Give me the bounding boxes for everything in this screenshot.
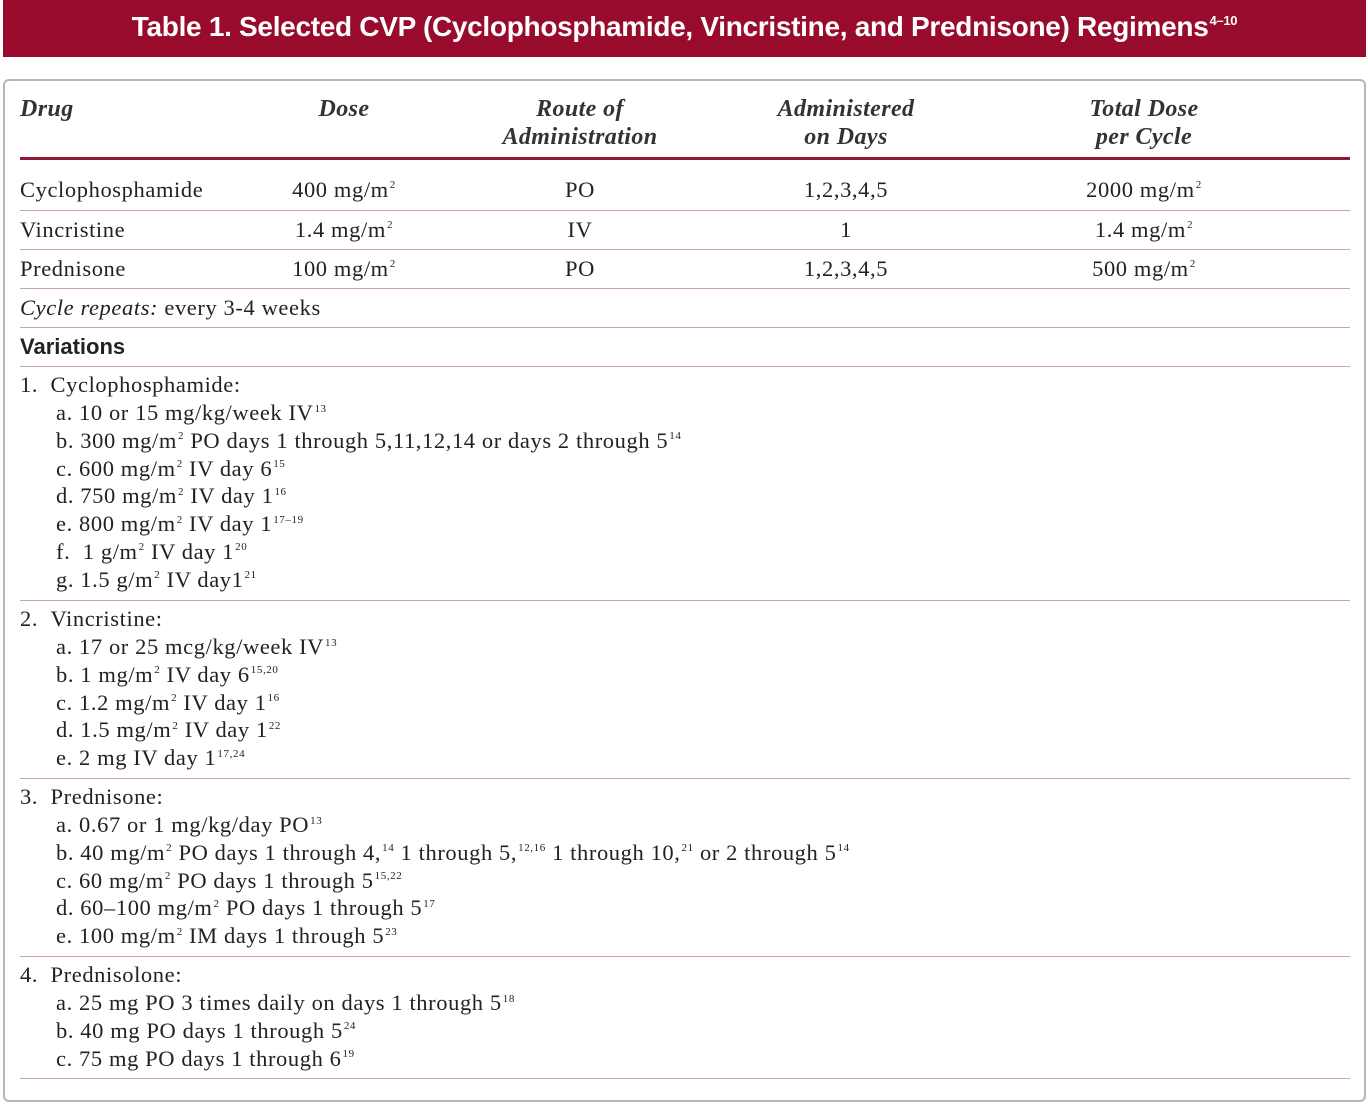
variation-item: e. 100 $mg/m^2$ IM days 1 through $5^{23}$ xyxy=(56,923,398,949)
row-divider xyxy=(20,1078,1350,1079)
row-divider xyxy=(20,249,1350,250)
cell-dose: 1.4 $mg/m^2$ xyxy=(294,217,394,242)
variation-item: f. 1 $g/m^2$ IV day $1^{20}$ xyxy=(56,538,248,564)
variation-item: c. 600 $mg/m^2$ IV day $6^{15}$ xyxy=(56,455,286,481)
variation-item: b. 40 mg PO days 1 through $5^{24}$ xyxy=(56,1017,357,1043)
header-route: Route of Administration xyxy=(502,96,658,150)
variation-item: b. 300 $mg/m^2$ PO days 1 through 5,11,12,14 or days 2 through $5^{14}$ xyxy=(56,427,682,453)
table-title: Table 1. Selected CVP (Cyclophosphamide, Vincristine, and Prednisone) Regimens$^{4-10}$ xyxy=(3,0,1366,57)
variation-item: a. 25 mg PO 3 times daily on days 1 through $5^{18}$ xyxy=(56,990,515,1015)
row-divider xyxy=(20,956,1350,957)
cell-drug: Cyclophosphamide xyxy=(20,177,204,202)
variation-group xyxy=(20,783,850,950)
variation-item: c. 1.2 $mg/m^2$ IV day $1^{16}$ xyxy=(56,689,280,715)
row-divider xyxy=(20,366,1350,367)
cell-drug: Prednisone xyxy=(20,256,126,281)
row-divider xyxy=(20,327,1350,328)
header-dose: Dose xyxy=(318,96,370,122)
header-days: Administered on Days xyxy=(777,96,915,150)
variation-item: e. 2 mg IV day 1$^{17,24}$ xyxy=(56,745,246,771)
cell-total: 2000 $mg/m^2$ xyxy=(1086,177,1202,202)
variation-item: c. 75 mg PO days 1 through $6^{19}$ xyxy=(56,1045,355,1071)
variation-group xyxy=(20,371,681,594)
variations-heading: Variations xyxy=(20,334,126,359)
variation-item: a. 10 or 15 mg/kg/week IV$^{13}$ xyxy=(56,400,327,425)
variation-group-title: 3. Prednisone: xyxy=(20,784,164,809)
row-divider xyxy=(20,210,1350,211)
variation-item: c. 60 $mg/m^2$ PO days 1 through 5$^{15,22}$ xyxy=(56,867,403,893)
variation-item: d. 1.5 $mg/m^2$ IV day $1^{22}$ xyxy=(56,717,282,743)
cell-dose: 400 $mg/m^2$ xyxy=(292,177,396,202)
title-reference: 4–10 xyxy=(1209,13,1238,28)
row-divider xyxy=(20,600,1350,601)
variation-item: e. 800 $mg/m^2$ IV day 1$^{17-19}$ xyxy=(56,511,304,537)
variation-item: b. 40 $mg/m^2$ PO days 1 through 4,14 1 through 5,$^{12,16}$ 1 through 10,21 or 2 through $5^{14}$ xyxy=(56,839,850,865)
header-drug: Drug xyxy=(20,96,74,122)
header-total: Total Dose per Cycle xyxy=(1089,96,1199,150)
variation-item: a. 0.67 or 1 mg/kg/day PO$^{13}$ xyxy=(56,812,323,837)
variation-item: a. 17 or 25 mcg/kg/week IV$^{13}$ xyxy=(56,634,338,659)
variation-group xyxy=(20,605,337,772)
cell-days: 1 xyxy=(840,217,852,242)
row-divider xyxy=(20,288,1350,289)
cell-route: IV xyxy=(567,217,593,242)
variation-group-title: 2. Vincristine: xyxy=(20,606,163,631)
cell-drug: Vincristine xyxy=(20,217,126,242)
variation-item: d. 750 $mg/m^2$ IV day $1^{16}$ xyxy=(56,483,287,509)
row-divider xyxy=(20,778,1350,779)
variation-group-title: 1. Cyclophosphamide: xyxy=(20,372,241,397)
variation-item: d. 60–100 $mg/m^2$ PO days 1 through $5^{17}$ xyxy=(56,895,436,921)
variation-item: g. 1.5 $g/m^2$ IV $day1^{21}$ xyxy=(56,566,257,592)
cell-days: 1,2,3,4,5 xyxy=(803,177,889,202)
variation-item: b. 1 $mg/m^2$ IV day 6$^{15,20}$ xyxy=(56,661,279,687)
cell-route: PO xyxy=(565,256,595,281)
header-rule xyxy=(20,157,1350,160)
cell-days: 1,2,3,4,5 xyxy=(803,256,889,281)
variation-group-title: 4. Prednisolone: xyxy=(20,962,183,987)
cell-dose: 100 $mg/m^2$ xyxy=(292,256,396,281)
cell-total: 500 $mg/m^2$ xyxy=(1092,256,1196,281)
variation-group xyxy=(20,961,515,1072)
cell-total: 1.4 $mg/m^2$ xyxy=(1094,217,1194,242)
cycle-repeats: Cycle repeats: every 3-4 weeks xyxy=(20,295,321,320)
cell-route: PO xyxy=(565,177,595,202)
